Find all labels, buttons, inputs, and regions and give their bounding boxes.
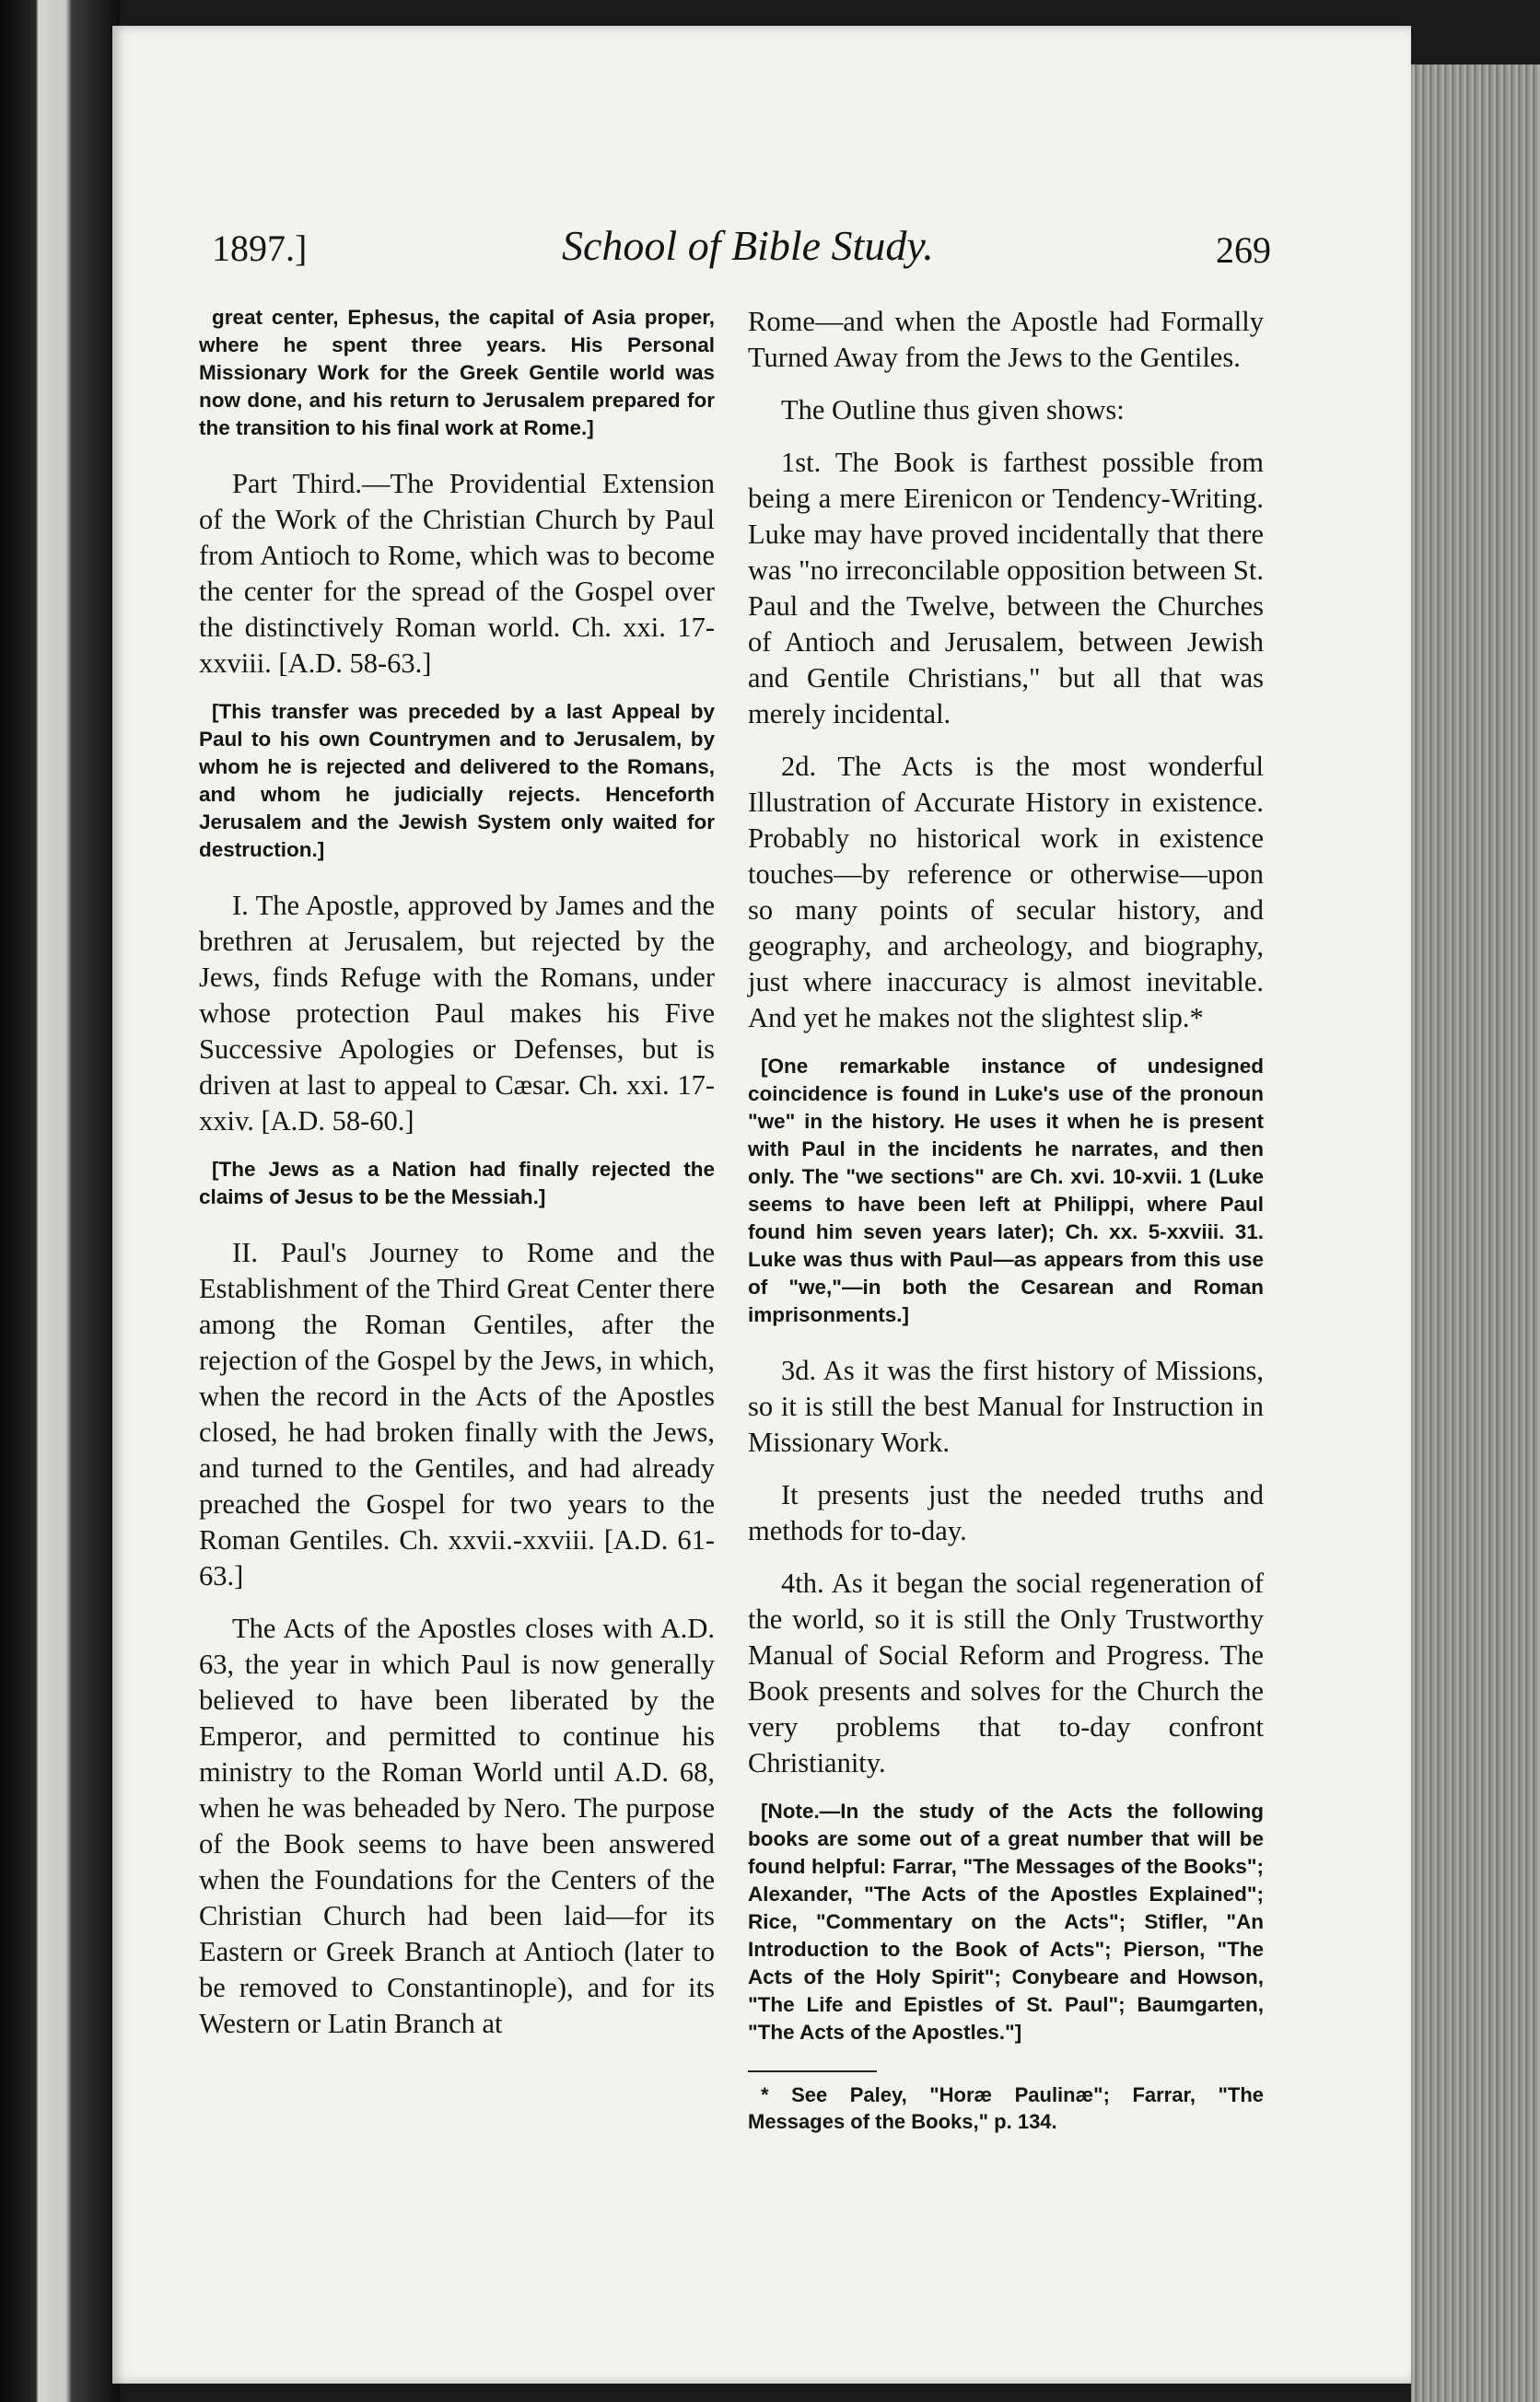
right-column xyxy=(748,304,1264,2135)
paragraph: 3d. As it was the first history of Missions, so it is still the best Manual for Instruction in Missionary Work. xyxy=(748,1355,1264,1458)
paragraph: [This transfer was preceded by a last Appeal by Paul to his own Countrymen and to Jerusalem, by whom he is rejected and delivered to the Romans, and whom he judicially rejects. Henceforth Jerusalem and the Jewish System only waited for destruction.] xyxy=(199,700,715,861)
paragraph: 1st. The Book is farthest possible from being a mere Eirenicon or Tendency-Writing. Luke may have proved incidentally that there was "no irreconcilable opposition between St. Paul and the Twelve, between the Churches of Antioch and Jerusalem, between Jewish and Gentile Christians," but all that was merely incidental. xyxy=(748,447,1264,729)
paragraph: Part Third.—The Providential Extension of the Work of the Christian Church by Paul from Antioch to Rome, which was to become the center for the spread of the Gospel over the distinctively Roman world. Ch. xxi. 17-xxviii. [A.D. 58-63.] xyxy=(199,468,715,679)
paragraph: I. The Apostle, approved by James and the brethren at Jerusalem, but rejected by the Jews, finds Refuge with the Romans, under whose protection Paul makes his Five Successive Apologies or Defenses, but is driven at last to appeal to Cæsar. Ch. xxi. 17-xxiv. [A.D. 58-60.] xyxy=(199,890,715,1137)
paragraph: [One remarkable instance of undesigned coincidence is found in Luke's use of the pronoun "we" in the history. He uses it when he is present with Paul in the incidents he narrates, and then only. The "we sections" are Ch. xvi. 10-xvii. 1 (Luke seems to have been left at Philippi, where Paul found him seven years later); Ch. xx. 5-xxviii. 31. Luke was thus with Paul—as appears from this use of "we,"—in both the Cesarean and Roman imprisonments.] xyxy=(748,1055,1264,1326)
paragraph: Rome—and when the Apostle had Formally Turned Away from the Jews to the Gentiles. xyxy=(748,306,1264,373)
paragraph: [The Jews as a Nation had finally rejected the claims of Jesus to be the Messiah.] xyxy=(199,1158,715,1208)
paragraph: It presents just the needed truths and methods for to-day. xyxy=(748,1479,1264,1546)
footnote: * See Paley, "Horæ Paulinæ"; Farrar, "The Messages of the Books," p. 134. xyxy=(748,2083,1264,2133)
paragraph: The Acts of the Apostles closes with A.D. 63, the year in which Paul is now generally believed to have been liberated by the Emperor, and permitted to continue his ministry to the Roman World until A.D. 68, when he was beheaded by Nero. The purpose of the Book seems to have been answered when the Foundations for the Centers of the Christian Church had been laid—for its Eastern or Greek Branch at Antioch (later to be removed to Constantinople), and for its Western or Latin Branch at xyxy=(199,1613,715,2039)
binding-gutter xyxy=(0,0,120,2402)
page-number: 269 xyxy=(1216,229,1271,271)
paragraph: great center, Ephesus, the capital of Asia proper, where he spent three years. His Personal Missionary Work for the Greek Gentile world was now done, and his return to Jerusalem prepared for the transition to his final work at Rome.] xyxy=(199,306,715,439)
paragraph: The Outline thus given shows: xyxy=(781,394,1125,426)
paragraph: II. Paul's Journey to Rome and the Establishment of the Third Great Center there among the Roman Gentiles, after the rejection of the Gospel by the Jews, in which, when the record in the Acts of the Apostles closed, he had broken finally with the Jews, and turned to the Gentiles, and had already preached the Gospel for two years to the Roman Gentiles. Ch. xxvii.-xxviii. [A.D. 61-63.] xyxy=(199,1237,715,1592)
paragraph: 4th. As it began the social regeneration of the world, so it is still the Only Trustworthy Manual of Social Reform and Progress. The Book presents and solves for the Church the very problems that to-day confront Christianity. xyxy=(748,1568,1264,1778)
running-head-year: 1897.] xyxy=(212,227,308,269)
running-head-title: School of Bible Study. xyxy=(562,222,934,269)
page-edges xyxy=(1411,64,1540,2402)
footnote-rule xyxy=(748,2070,877,2072)
paragraph: 2d. The Acts is the most wonderful Illustration of Accurate History in existence. Probably no historical work in existence touches—by reference or otherwise—upon so many points of secular history, and geography, and archeology, and biography, just where inaccuracy is almost inevitable. And yet he makes not the slightest slip.* xyxy=(748,751,1264,1033)
left-column xyxy=(199,304,715,2058)
running-head xyxy=(212,221,1271,295)
paragraph: [Note.—In the study of the Acts the following books are some out of a great number that will be found helpful: Farrar, "The Messages of the Books"; Alexander, "The Acts of the Apostles Explained"; Rice, "Commentary on the Acts"; Stifler, "An Introduction to the Book of Acts"; Pierson, "The Acts of the Holy Spirit"; Conybeare and Howson, "The Life and Epistles of St. Paul"; Baumgarten, "The Acts of the Apostles."] xyxy=(748,1800,1264,2044)
